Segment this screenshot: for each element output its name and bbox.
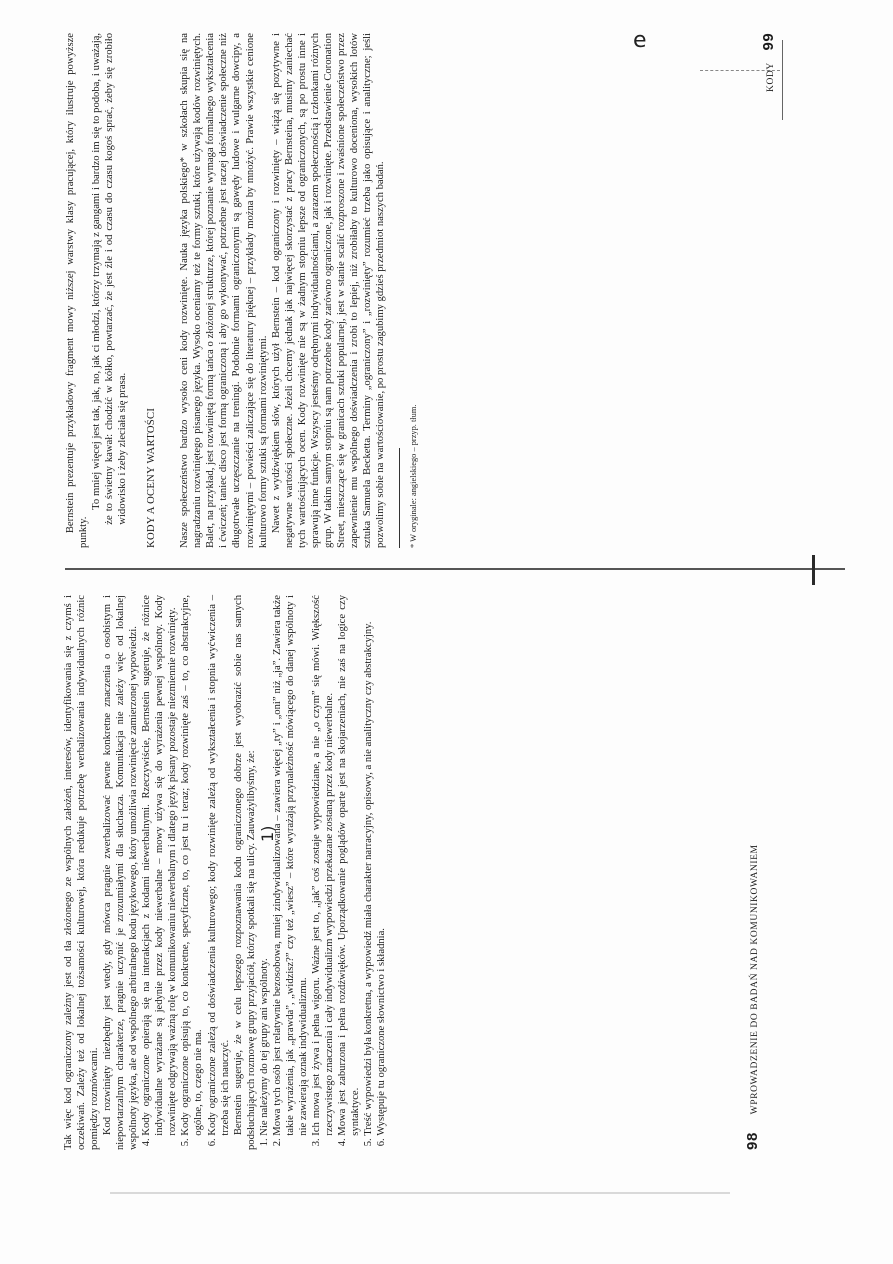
right-running-head-text: KODY (766, 62, 776, 92)
paragraph: Nasze społeczeństwo bardzo wysoko ceni kody rozwinięte. Nauka języka polskiego* w szkołach skupia się na nagradzaniu rozwiniętego pisanego języka. Wysoko oceniamy też te formy sztuki, które używają kodów rozwiniętych. Balet, na przykład, jest rozwiniętą formą tańca o złożonej strukturze, której poznanie wymaga formalnego wykształcenia i ćwiczeń; taniec disco jest formą ograniczoną i aby go wykonywać, potrzebne jest raczej doświadczenie społeczne niż długotrwałe uczęszczanie na treningi. Podobnie formami ograniczonymi są gawędy ludowe i wulgarne dowcipy, a rozwiniętymi – powieści zaliczające się do literatury pięknej – przykłady można by mnożyć. Prawie wszystkie cenione kulturowo formy sztuki są formami rozwiniętymi. (179, 33, 269, 548)
list-item: 4. Kody ograniczone opierają się na interakcjach z kodami niewerbalnymi. Rzeczywiście, Bernstein sugeruje, że różnice indywidualne wyrażane są jedynie przez kody niewerbalne – mowy używa się do wyrażenia pewnej wspólnoty. Kody rozwinięte odgrywają ważną rolę w komunikowaniu niewerbalnym i dlatego język pisany pozostaje niezmiennie rozwinięty. (140, 595, 179, 1136)
left-page-column (62, 595, 388, 1150)
right-page-number: 99 (760, 32, 777, 51)
handwritten-margin-mark: 1) (258, 825, 277, 842)
paragraph: Bernstein prezentuje przykładowy fragment mowy niższej warstwy klasy pracującej, który ilustruje powyższe punkty. (65, 33, 90, 548)
book-spine (65, 568, 845, 570)
paragraph: Nawet z wydźwiękiem słów, których użył Bernstein – kod ograniczony i rozwinięty – wiążą się pozytywne i negatywne wartości społeczne. Jeżeli chcemy jednak jak najwięcej skorzystać z pracy Bernsteina, musimy zaniechać tych wartościujących ocen. Kody rozwinięte nie są w żadnym stopniu lepsze od ograniczonych, są po prostu inne i sprawują inne funkcje. Wszyscy jesteśmy odrębnymi indywidualnościami, a zarazem społecznością i członkami różnych grup. W takim samym stopniu są nam potrzebne kody zarówno ograniczone, jak i rozwinięte. Przedstawienie Coronation Street, mieszczące się w granicach sztuki popularnej, jest w stanie scalić rozproszone i zwaśnione społeczeństwo przez zapewnienie mu wspólnego doświadczenia i zrobi to lepiej, niż zrobiłaby to kulturowo doceniona, wysokich lotów sztuka Samuela Becketta. Terminy „ograniczony” i „rozwinięty” rozumieć trzeba jako opisujące i analityczne; jeśli pozwolimy sobie na wartościowanie, po prostu zagubimy gdzieś przedmiot naszych badań. (270, 33, 386, 548)
left-page-number: 98 (744, 1132, 761, 1150)
numbered-list-two (258, 595, 388, 1150)
paragraph: Kod rozwinięty niezbędny jest wtedy, gdy mówca pragnie zwerbalizować pewne konkretne znaczenia o osobistym i niepowtarzalnym charakterze, pragnie uczynić je zrozumiałymi dla słuchacza. Komunikacja nie zależy więc od lokalnej wspólnoty języka, ale od wspólnego arbitralnego kodu językowego, który umożliwia rozwinięcie zamierzonej wypowiedzi. (102, 595, 140, 1150)
top-rule-right (782, 40, 783, 120)
left-page-running-head (744, 844, 761, 1150)
paragraph: Bernstein sugeruje, że w celu lepszego rozpoznawania kodu ograniczonego dobrze jest wyobrazić sobie nas samych podsłuchujących rozmowę grupy przyjaciół, którzy spotkali się na ulicy. Zauważylibyśmy, że: (232, 595, 257, 1150)
left-running-head-text: WPROWADZENIE DO BADAŃ NAD KOMUNIKOWANIEM (750, 844, 760, 1115)
list-item: 1. Nie należymy do tej grupy ani wspólnoty. (258, 595, 271, 1136)
paragraph: Tak więc kod ograniczony zależny jest od tła złożonego ze wspólnych założeń, interesów, identyfikowania się z czymś i oczekiwań. Zależy też od lokalnej tożsamości kulturowej, która redukuje potrzebę werbalizowania indywidualnych różnic pomiędzy rozmówcami. (63, 595, 101, 1150)
list-item: 2. Mowa tych osób jest relatywnie bezosobowa, mniej zindywidualizowana – zawiera więcej „ty” i „oni” niż „ja”. Zawiera także takie wyrażenia, jak „prawda”, „widzisz?” czy też „wiesz” – które wyrażają przynależność mówiącego do danej wspólnoty i nie zawierają oznak indywidualizmu. (271, 595, 310, 1136)
list-item: 6. Występuje tu ograniczone słownictwo i składnia. (375, 595, 388, 1136)
list-item: 4. Mowa jest zaburzona i pełna rozdźwięków. Uporządkowanie poglądów oparte jest na skojarzeniach, nie zaś na logice czy syntaktyce. (336, 595, 362, 1136)
scan-edge-bottom (110, 1192, 730, 1194)
section-heading: KODY A OCENY WARTOŚCI (146, 407, 158, 548)
list-item: 6. Kody ograniczone zależą od doświadczenia kulturowego; kody rozwinięte zależą od wykształcenia i stopnia wyćwiczenia – trzeba się ich nauczyć. (206, 595, 232, 1136)
list-item: 5. Kody ograniczone opisują to, co konkretne, specyficzne, to, co jest tu i teraz; kody rozwinięte zaś – to, co abstrakcyjne, ogólne, to, czego nie ma. (179, 595, 205, 1136)
list-item: 3. Ich mowa jest żywa i pełna wigoru. Ważne jest to, „jak” coś zostaje wypowiedziane, a nie „o czym” się mówi. Większość rzeczywistego znaczenia i cały indywidualizm wypowiedzi przekazane zostaną przez kody niewerbalne. (310, 595, 336, 1136)
numbered-list-one (140, 595, 231, 1150)
gutter-shadow (812, 555, 815, 585)
footnote: * W oryginale: angielskiego – przyp. tłum. (409, 404, 419, 548)
handwritten-top-mark: e (633, 28, 647, 53)
quotation: To mniej więcej jest tak, jak, no, jak ci młodzi, którzy trzymają z gangami i bardzo im się to podoba, i uważają, że to świetny kawał: chodzić w kółko, powtarzać, że jest źle i od czasu do czasu kogoś sprać, żeby się zrobiło widowisko i żeby zleciała się prasa. (91, 33, 129, 525)
list-item: 5. Treść wypowiedzi była konkretna, a wypowiedź miała charakter narracyjny, opisowy, a nie analityczny czy abstrakcyjny. (362, 595, 375, 1136)
right-page-running-head (760, 33, 777, 92)
footnote-rule (399, 448, 400, 548)
right-page-column (64, 33, 419, 548)
